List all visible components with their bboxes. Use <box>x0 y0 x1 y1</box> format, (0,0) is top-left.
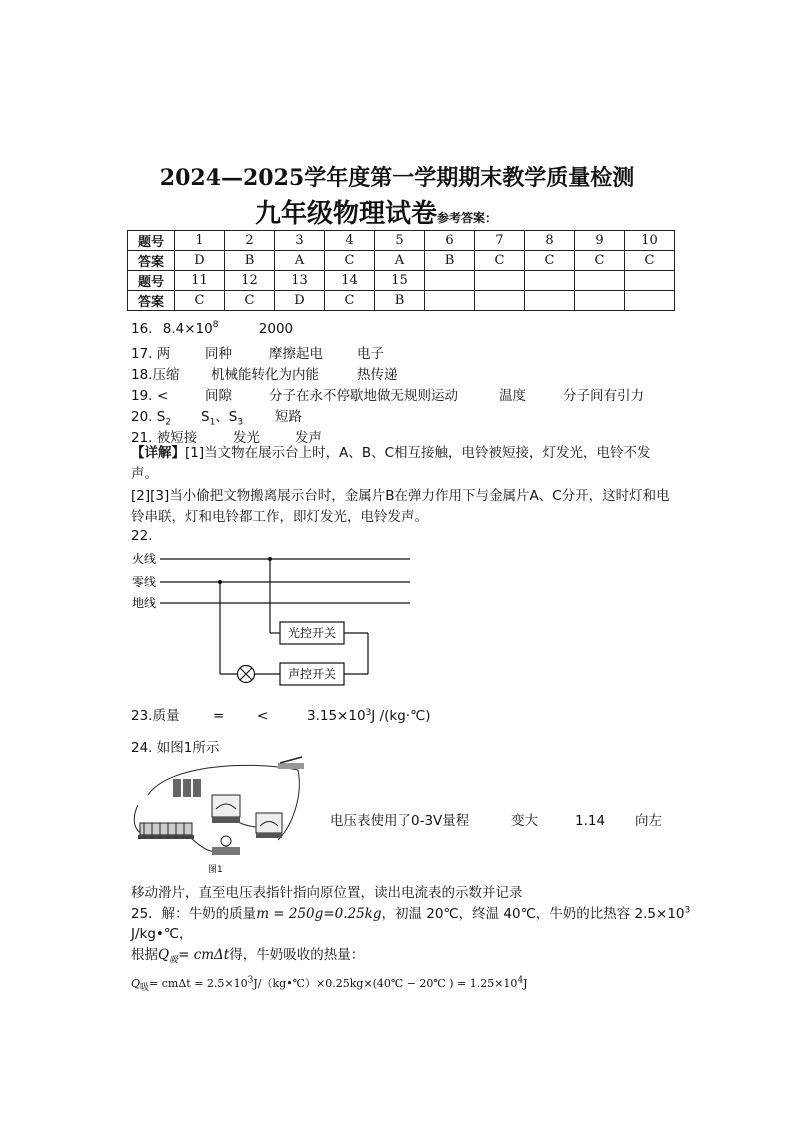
answer-23-value2: < <box>257 708 269 724</box>
table-cell: C <box>325 251 375 271</box>
rheostat-stand <box>138 835 194 839</box>
a25-then: 得，牛奶吸收的热量： <box>229 947 365 963</box>
a23-unit: J /(kg·℃) <box>371 708 431 724</box>
answer-19-value3: 温度 <box>499 388 526 404</box>
bulb-glass <box>221 836 231 846</box>
a23-exp: 3 <box>365 707 372 718</box>
cell-2 <box>183 779 191 797</box>
formula-exp: 3 <box>247 975 254 986</box>
answer-16-number: 16. <box>131 320 153 337</box>
a16-mantissa: 8.4×10 <box>162 320 213 337</box>
answer-18 <box>131 363 398 383</box>
answer-24-value1: 电压表使用了0-3V量程 <box>330 813 470 829</box>
a25-intro: 25．解：牛奶的质量 <box>131 906 257 922</box>
table-cell: D <box>275 291 325 311</box>
answer-17-value1: 同种 <box>205 346 232 362</box>
table-cell: D <box>175 251 225 271</box>
table-row-header: 答案 <box>128 291 175 311</box>
table-cell: A <box>375 251 425 271</box>
ammeter-base <box>256 833 282 838</box>
answer-24-value4: 向左 <box>635 813 662 829</box>
answer-20-value1 <box>201 405 275 428</box>
answer-row-2 <box>128 291 675 311</box>
table-cell <box>475 291 525 311</box>
table-cell <box>625 271 675 291</box>
detail-paragraph-1 <box>131 443 671 485</box>
junction-dot-live <box>268 557 272 561</box>
table-row-header: 答案 <box>128 251 175 271</box>
exam-subtitle <box>255 193 497 230</box>
table-row-header: 题号 <box>128 231 175 251</box>
formula-part2: J/（kg•℃）×0.25kg×(40℃ − 20℃ ) = 1.25×10 <box>253 977 518 990</box>
table-cell: C <box>625 251 675 271</box>
answer-24-continuation: 移动滑片，直至电压表指针指向原位置，读出电流表的示数并记录 <box>131 885 523 901</box>
answer-row-1 <box>128 251 675 271</box>
table-cell: 13 <box>275 271 325 291</box>
table-cell: 14 <box>325 271 375 291</box>
table-cell <box>575 271 625 291</box>
table-cell: C <box>575 251 625 271</box>
a20-v1-sub2: 3 <box>237 417 244 428</box>
answer-16 <box>131 320 293 337</box>
figure-1-circuit-image <box>128 755 308 880</box>
light-switch-label: 光控开关 <box>287 626 337 640</box>
a25-temps: ，初温 20℃，终温 40℃，牛奶的比热容 2.5×10 <box>381 906 685 922</box>
battery-icon <box>173 779 201 797</box>
a20-num-sub: 2 <box>165 417 172 428</box>
a25-heat-formula <box>158 947 229 966</box>
rheostat-icon <box>138 823 194 839</box>
table-cell: 8 <box>525 231 575 251</box>
voltmeter-body <box>212 795 240 817</box>
table-cell: B <box>225 251 275 271</box>
junction-dot-neutral <box>218 580 222 584</box>
detail-label: 【详解】 <box>131 445 185 461</box>
a16-exp: 8 <box>212 320 219 330</box>
table-cell: 12 <box>225 271 275 291</box>
ground-label: 地线 <box>132 596 157 610</box>
a25-mass-expr: m = 250g=0.25kg <box>256 906 382 922</box>
cell-3 <box>193 779 201 797</box>
table-cell: B <box>425 251 475 271</box>
live-label: 火线 <box>132 552 157 566</box>
formula-exp2: 4 <box>517 975 524 986</box>
table-cell <box>525 271 575 291</box>
formula-q: Q <box>131 977 141 990</box>
a23-mantissa: 3.15×10 <box>307 708 366 724</box>
table-cell: 4 <box>325 231 375 251</box>
answer-24-value3: 1.14 <box>575 813 606 829</box>
switch-base <box>278 763 304 769</box>
answer-25-formula <box>131 975 528 993</box>
table-cell: 15 <box>375 271 425 291</box>
answer-19-number: 19. <box>131 388 153 404</box>
answer-23 <box>131 704 431 724</box>
fig1-wire-top <box>148 765 298 795</box>
a25-q-sub: 吸 <box>169 955 179 966</box>
a20-v1-sub: 1 <box>209 417 216 428</box>
answer-18-value2: 热传递 <box>357 367 398 383</box>
table-cell: C <box>475 251 525 271</box>
answer-24-values <box>330 809 662 829</box>
a20-num: 20. S <box>131 409 166 425</box>
answer-25-line2: J/kg•℃， <box>131 926 193 942</box>
ammeter-body <box>256 813 282 833</box>
answer-19-value4: 分子间有引力 <box>563 388 644 404</box>
answer-24-number: 24. 如图1所示 <box>131 740 220 756</box>
table-cell <box>525 291 575 311</box>
answer-23-value1: = <box>213 708 225 724</box>
table-cell <box>625 291 675 311</box>
answer-17 <box>131 342 384 362</box>
answer-21-number: 21. 被短接 <box>131 430 198 446</box>
voltmeter-base <box>212 817 240 823</box>
answer-17-number: 17. 两 <box>131 346 171 362</box>
bulb-base <box>212 847 240 855</box>
detail-paragraph-2: [2][3]当小偷把文物搬离展示台时，金属片B在弹力作用下与金属片A、C分开，这时灯和电铃串联，灯和电铃都工作，即灯发光，电铃发声。 <box>131 488 670 525</box>
table-cell: 11 <box>175 271 225 291</box>
answer-20 <box>131 405 302 428</box>
table-cell: C <box>225 291 275 311</box>
subtitle-text: 九年级物理试卷 <box>255 199 438 229</box>
answer-24-value2: 变大 <box>511 813 538 829</box>
answer-18-number: 18.压缩 <box>131 367 180 383</box>
answer-19-value0: < <box>157 388 169 404</box>
exam-title: 2024—2025学年度第一学期期末教学质量检测 <box>159 165 635 191</box>
table-cell: 3 <box>275 231 325 251</box>
a25-exp1: 3 <box>684 905 691 916</box>
answer-25-line1 <box>131 902 690 922</box>
table-cell: C <box>325 291 375 311</box>
answer-23-value3 <box>307 708 431 725</box>
a25-eq: = cmΔt <box>178 947 230 963</box>
detail-text-1: [1]当文物在展示台上时，A、B、C相互接触，电铃被短接，灯发光，电铃不发声。 <box>131 445 651 482</box>
ammeter-icon <box>256 813 282 838</box>
formula-q-sub: 吸 <box>140 983 150 994</box>
sound-switch-label: 声控开关 <box>287 667 337 681</box>
table-cell: 5 <box>375 231 425 251</box>
answer-22-number: 22. <box>131 528 153 544</box>
answer-21-value2: 发声 <box>295 430 322 446</box>
table-cell: 6 <box>425 231 475 251</box>
table-cell <box>475 271 525 291</box>
a25-according: 根据 <box>131 947 158 963</box>
answer-20-number <box>131 409 201 428</box>
table-cell: 1 <box>175 231 225 251</box>
answer-19-value1: 间隙 <box>205 388 232 404</box>
cell-1 <box>173 779 181 797</box>
a20-v1: S <box>201 409 210 425</box>
table-cell <box>425 271 475 291</box>
switch-icon <box>278 757 304 769</box>
answer-16-value2: 2000 <box>258 320 294 337</box>
answer-17-value3: 电子 <box>357 346 384 362</box>
answer-20-value2: 短路 <box>275 409 302 425</box>
bulb-icon <box>212 836 240 855</box>
answer-21-value1: 发光 <box>233 430 260 446</box>
answer-25-line3 <box>131 943 364 966</box>
subtitle-note: 参考答案： <box>437 211 498 225</box>
table-cell: A <box>275 251 325 271</box>
table-cell: B <box>375 291 425 311</box>
formula-unit: J <box>523 977 528 990</box>
switch-lever <box>280 757 302 763</box>
neutral-label: 零线 <box>132 575 157 589</box>
question-row-1 <box>128 231 675 251</box>
answer-18-value1: 机械能转化为内能 <box>211 367 319 383</box>
answer-19-value2: 分子在永不停歇地做无规则运动 <box>269 388 458 404</box>
table-row-header: 题号 <box>128 271 175 291</box>
answer-23-number: 23.质量 <box>131 708 180 724</box>
answer-table <box>127 230 675 311</box>
table-cell: C <box>175 291 225 311</box>
table-cell: 7 <box>475 231 525 251</box>
formula-part1: = cmΔt = 2.5×10 <box>149 977 248 990</box>
figure-1-caption: 图1 <box>208 865 223 875</box>
table-cell: 10 <box>625 231 675 251</box>
voltmeter-icon <box>212 795 240 823</box>
answer-16-value1 <box>163 320 219 337</box>
answer-19 <box>131 384 644 404</box>
a25-q: Q <box>158 947 170 963</box>
table-cell <box>425 291 475 311</box>
table-cell: 9 <box>575 231 625 251</box>
table-cell: 2 <box>225 231 275 251</box>
answer-17-value2: 摩擦起电 <box>269 346 323 362</box>
a20-v1-sep: 、S <box>215 409 238 425</box>
question-row-2 <box>128 271 675 291</box>
circuit-diagram-22 <box>120 545 420 690</box>
table-cell: C <box>525 251 575 271</box>
table-cell <box>575 291 625 311</box>
